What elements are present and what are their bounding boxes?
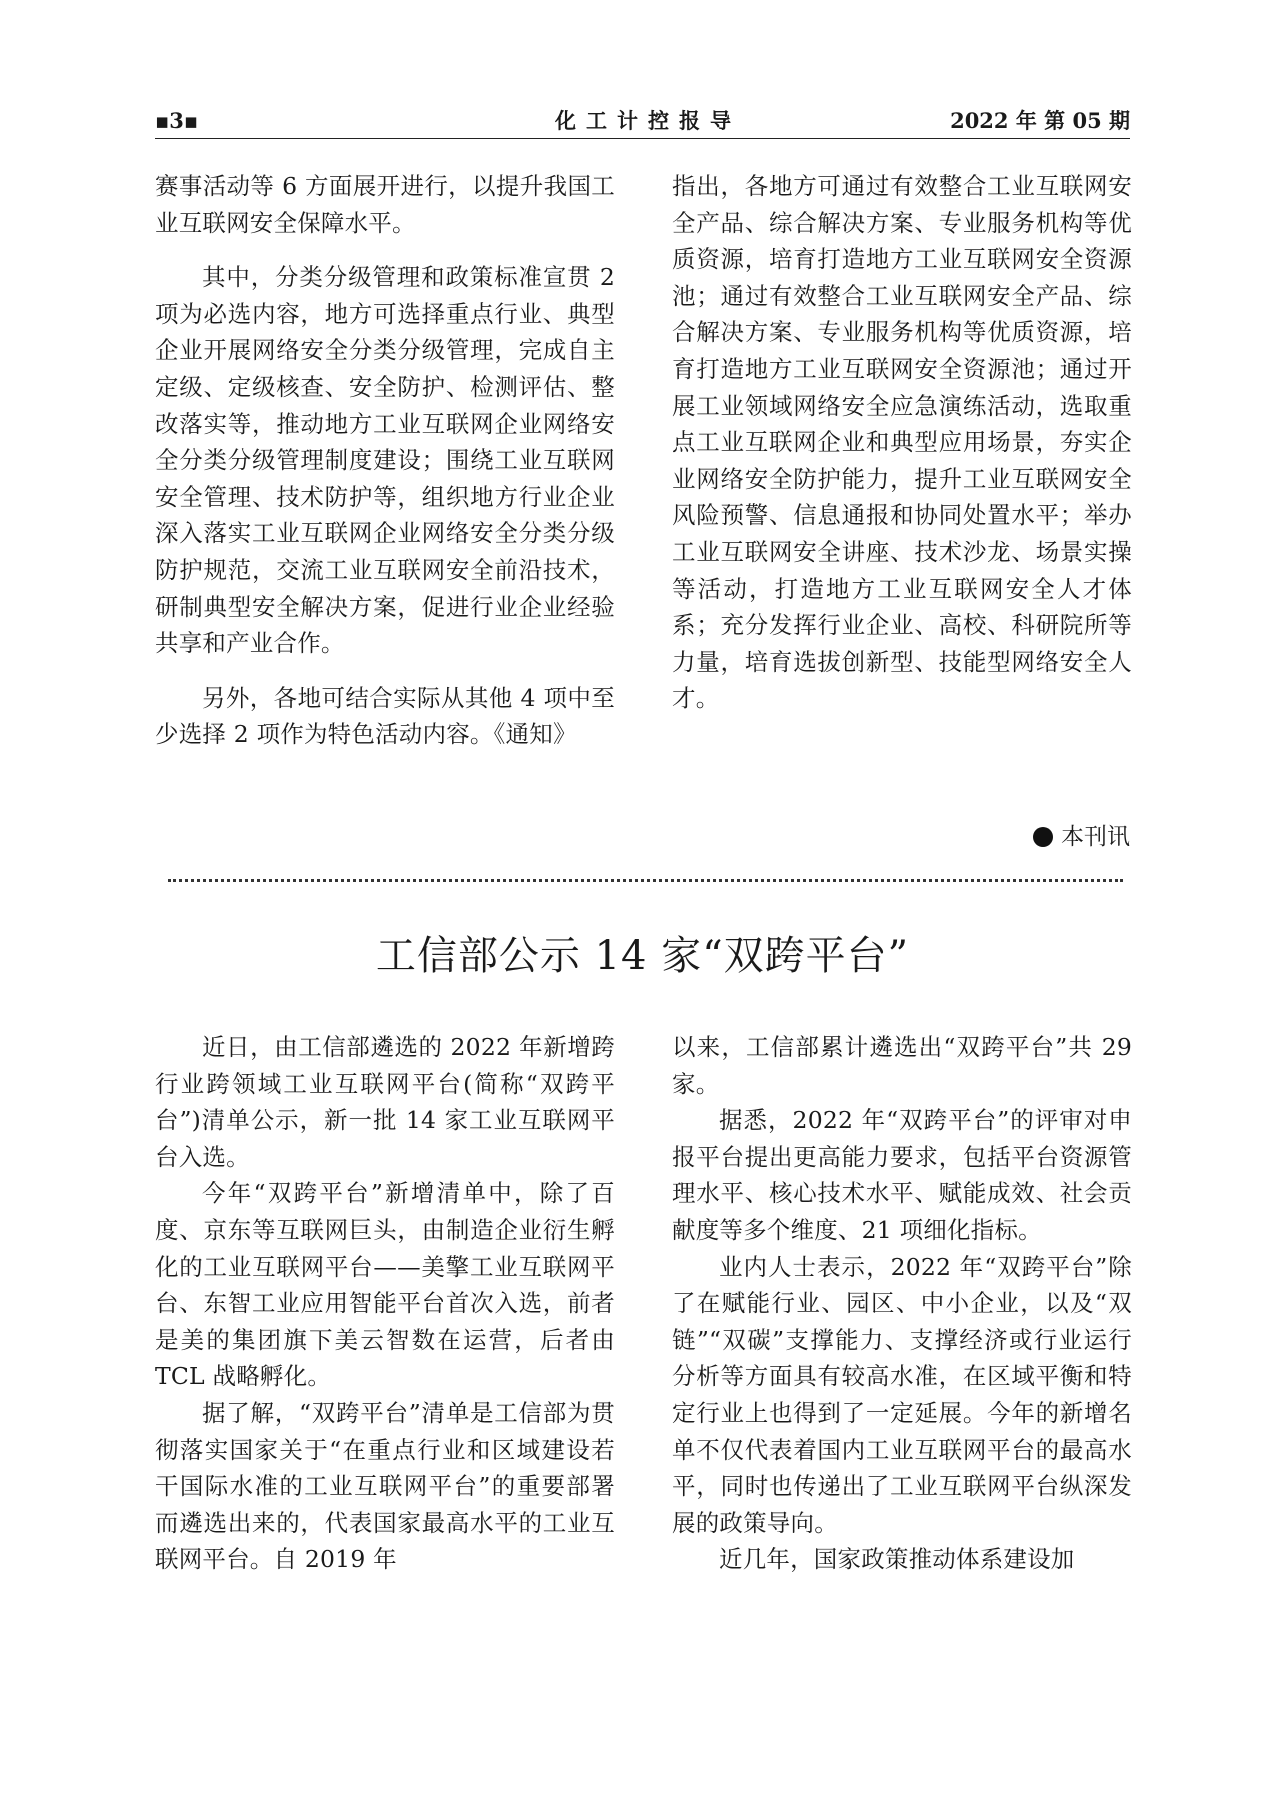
article-title: 工信部公示 14 家“双跨平台”	[375, 933, 910, 979]
paragraph: 指出，各地方可通过有效整合工业互联网安全产品、综合解决方案、专业服务机构等优质资源，培育打造地方工业互联网安全资源池；通过有效整合工业互联网安全产品、综合解决方案、专业服务机构等优质资源，培育打造地方工业互联网安全资源池；通过开展工业领域网络安全应急演练活动，选取重点工业互联网企业和典型应用场景，夯实企业网络安全防护能力，提升工业互联网安全风险预警、信息通报和协同处置水平；举办工业互联网安全讲座、技术沙龙、场景实操等活动，打造地方工业互联网安全人才体系；充分发挥行业企业、高校、科研院所等力量，培育选拔创新型、技能型网络安全人才。	[672, 172, 1132, 713]
page-number: ▪3▪	[155, 108, 199, 133]
bullet-icon	[1033, 827, 1053, 847]
paragraph: 据悉，2022 年“双跨平台”的评审对申报平台提出更高能力要求，包括平台资源管理水平、核心技术水平、赋能成效、社会贡献度等多个维度、21 项细化指标。	[672, 1106, 1132, 1244]
article2-right-column	[672, 1029, 1132, 1578]
paragraph: 今年“双跨平台”新增清单中，除了百度、京东等互联网巨头，由制造企业衍生孵化的工业互联网平台——美擎工业互联网平台、东智工业应用智能平台首次入选，前者是美的集团旗下美云智数在运营，后者由 TCL 战略孵化。	[155, 1179, 615, 1391]
article1-right-column	[672, 168, 1132, 717]
paragraph: 据了解，“双跨平台”清单是工信部为贯彻落实国家关于“在重点行业和区域建设若干国际水准的工业互联网平台”的重要部署而遴选出来的，代表国家最高水平的工业互联网平台。自 2019 年	[155, 1398, 615, 1574]
article-source	[1033, 820, 1130, 854]
running-header	[155, 108, 1130, 139]
paragraph: 以来，工信部累计遴选出“双跨平台”共 29 家。	[672, 1033, 1132, 1098]
issue-label: 2022 年 第 05 期	[950, 108, 1130, 133]
paragraph: 近日，由工信部遴选的 2022 年新增跨行业跨领域工业互联网平台(简称“双跨平台”)清单公示，新一批 14 家工业互联网平台入选。	[155, 1033, 615, 1171]
paragraph: 另外，各地可结合实际从其他 4 项中至少选择 2 项作为特色活动内容。《通知》	[155, 683, 615, 749]
journal-name: 化工计控报导	[555, 108, 741, 133]
paragraph: 业内人士表示，2022 年“双跨平台”除了在赋能行业、园区、中小企业，以及“双链”“双碳”支撑能力、支撑经济或行业运行分析等方面具有较高水准，在区域平衡和特定行业上也得到了一定延展。今年的新增名单不仅代表着国内工业互联网平台的最高水平，同时也传递出了工业互联网平台纵深发展的政策导向。	[672, 1252, 1132, 1537]
article1-left-column	[155, 168, 615, 753]
source-label: 本刊讯	[1061, 824, 1130, 850]
paragraph: 赛事活动等 6 方面展开进行，以提升我国工业互联网安全保障水平。	[155, 172, 615, 237]
paragraph: 近几年，国家政策推动体系建设加	[719, 1545, 1075, 1574]
article2-left-column	[155, 1029, 615, 1578]
paragraph: 其中，分类分级管理和政策标准宣贯 2 项为必选内容，地方可选择重点行业、典型企业开展网络安全分类分级管理，完成自主定级、定级核查、安全防护、检测评估、整改落实等，推动地方工业互联网企业网络安全分类分级管理制度建设；围绕工业互联网安全管理、技术防护等，组织地方行业企业深入落实工业互联网企业网络安全分类分级防护规范，交流工业互联网安全前沿技术，研制典型安全解决方案，促进行业企业经验共享和产业合作。	[155, 263, 615, 658]
section-divider	[168, 879, 1123, 882]
